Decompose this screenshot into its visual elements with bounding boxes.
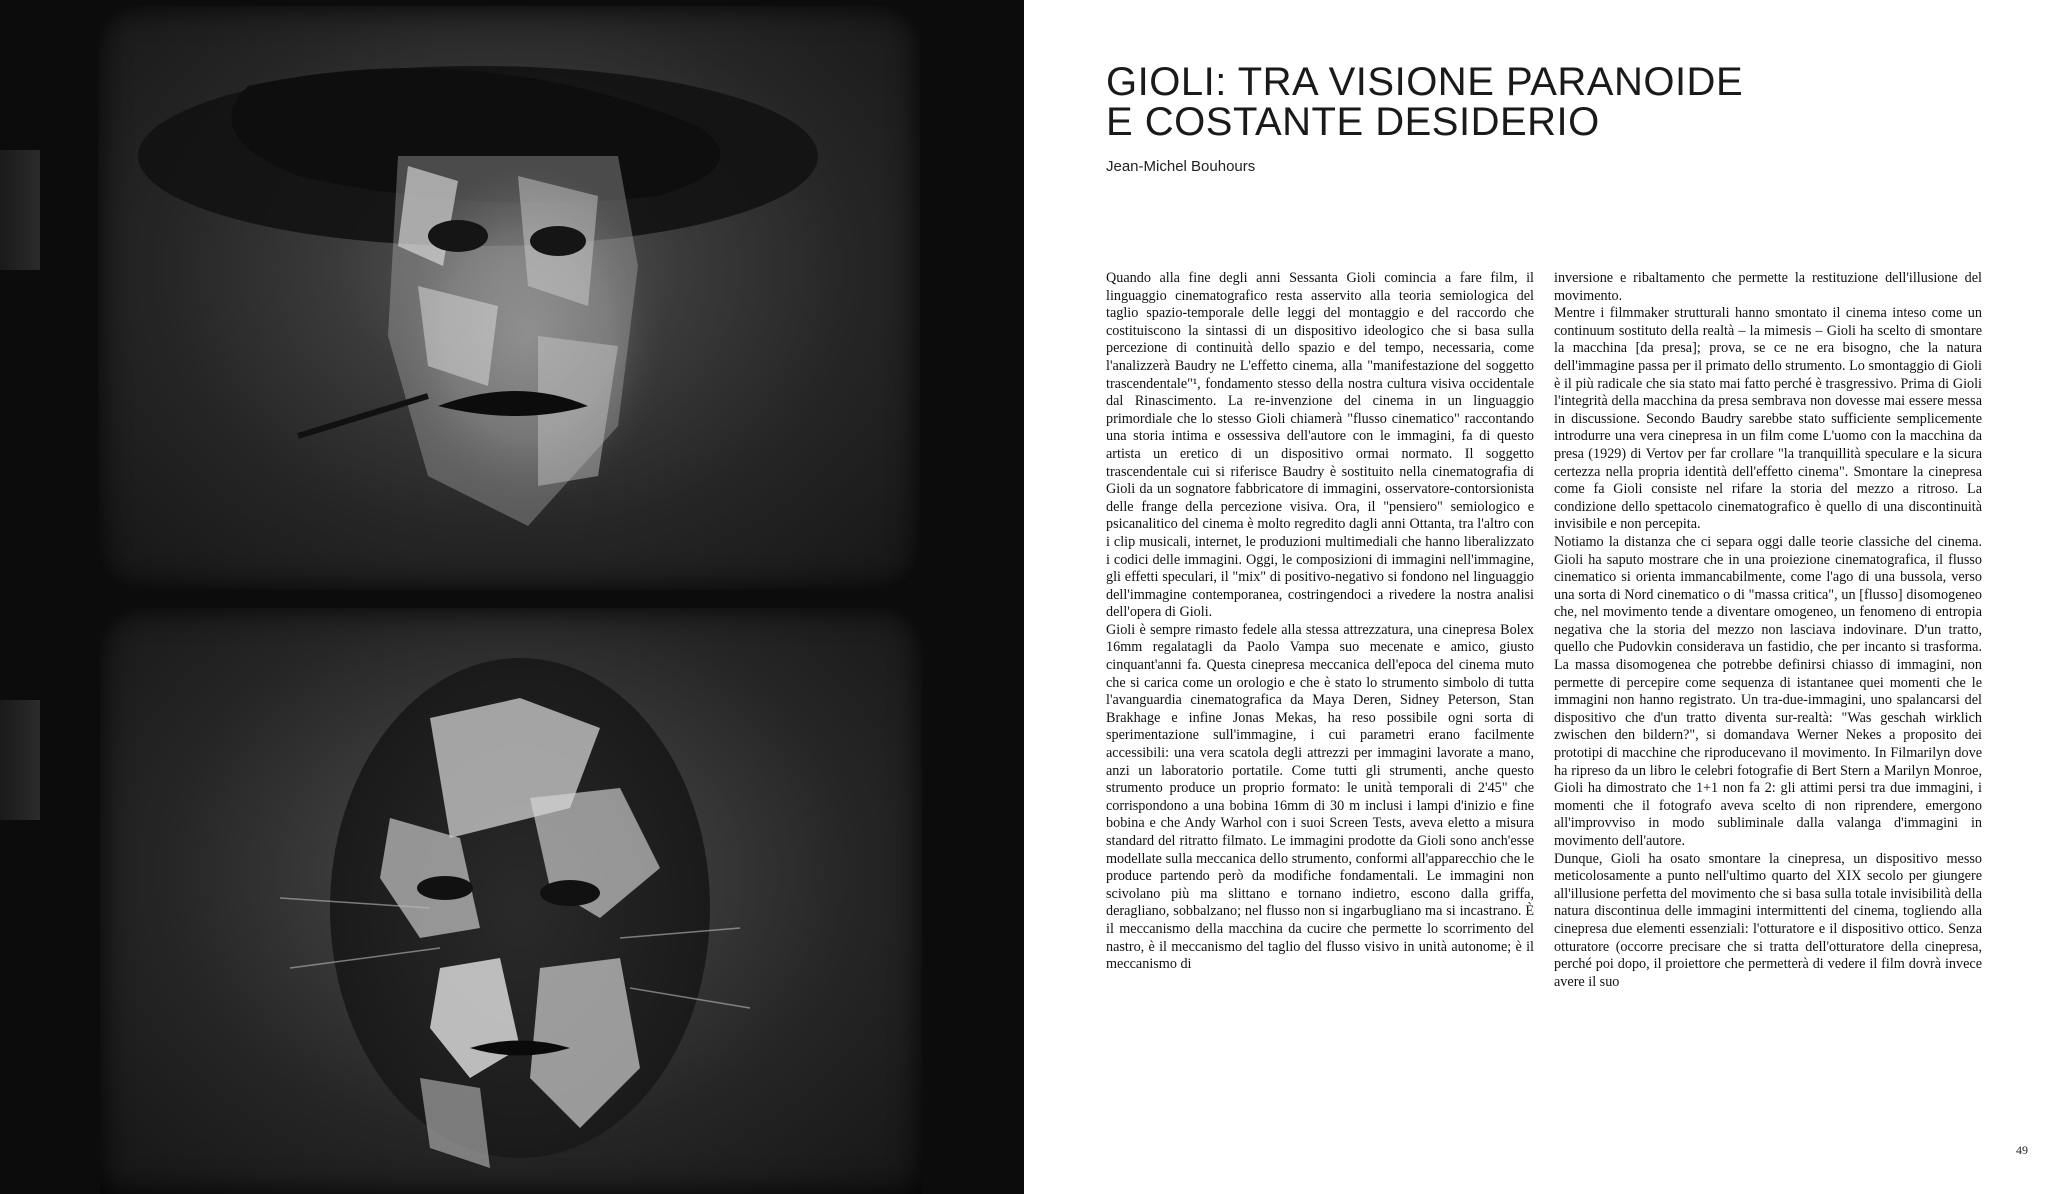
paragraph: inversione e ribaltamento che permette la restituzione dell'illusione del movimento.	[1554, 270, 1982, 304]
paragraph: Gioli è sempre rimasto fedele alla stessa attrezzatura, una cinepresa Bolex 16mm regalatagli da Paolo Vampa suo mecenate e amico, giusto cinquant'anni fa. Questa cinepresa meccanica dell'epoca del cinema muto che si carica come un orologio e che è stato lo strumento simbolo di tutta l'avanguardia cinematografica da Maya Deren, Sidney Peterson, Stan Brakhage e infine Jonas Mekas, ha reso possibile ogni sorta di sperimentazione sull'immagine, i cui parametri erano facilmente accessibili: una vera scatola degli attrezzi per immagini lavorate a mano, anzi un laboratorio portatile. Come tutti gli strumenti, anche questo strumento produce un proprio formato: le unità temporali di 2'45" che corrispondono a una bobina 16mm di 30 m inclusi i lampi d'inizio e fine bobina e che Andy Warhol con i suoi Screen Tests, aveva eletto a misura standard del ritratto filmato. Le immagini prodotte da Gioli sono anch'esse modellate sulla meccanica dello strumento, conformi all'apparecchio che le produce partendo però da modifiche fondamentali. Le immagini non scivolano più ma slittano e tornano indietro, escono dalla griffa, deragliano, sobbalzano; nel flusso non si ingarbugliano ma si incastrano. È il meccanismo della macchina da cucire che permette lo scorrimento del nastro, è il meccanismo del taglio del flusso visivo in unità autonome; è il meccanismo di	[1106, 621, 1534, 973]
hatted-face-image	[98, 6, 920, 590]
film-sprocket	[0, 150, 40, 270]
article-title: GIOLI: TRA VISIONE PARANOIDE E COSTANTE DESIDERIO	[1106, 60, 1744, 144]
face-image	[100, 608, 922, 1194]
paragraph: Notiamo la distanza che ci separa oggi dalle teorie classiche del cinema. Gioli ha saputo mostrare che in una proiezione cinematografica, il flusso cinematico si orienta immancabilmente, come l'ago di una bussola, verso una sorta di Nord cinematico o di "massa critica", un [flusso] disomogeneo che, nel movimento tende a diventare omogeneo, un fenomeno di entropia negativa che la storia del mezzo non lasciava indovinare. D'un tratto, quello che Pudovkin considerava un fastidio, che per incanto si trasforma. La massa disomogenea che potrebbe definirsi chiasso di immagini, non permette di percepire come sequenza di istantanee quei momenti che le immagini non hanno registrato. Un tra-due-immagini, uno spalancarsi del dispositivo che d'un tratto diventa sur-realtà: "Was geschah wirklich zwischen den bildern?", si domandava Werner Nekes a proposito dei prototipi di macchine che riproducevano il movimento. In Filmarilyn dove ha ripreso da un libro le celebri fotografie di Bert Stern a Marilyn Monroe, Gioli ha dimostrato che 1+1 non fa 2: gli attimi persi tra due immagini, i momenti che il fotografo aveva scelto di non riprendere, emergono all'improvviso in modo subliminale dalla valanga d'immagini in movimento dell'autore.	[1554, 533, 1982, 849]
article-author: Jean-Michel Bouhours	[1106, 158, 1256, 175]
text-column-1	[1106, 270, 1534, 974]
paragraph: Quando alla fine degli anni Sessanta Gioli comincia a fare film, il linguaggio cinematografico resta asservito alla teoria semiologica del taglio spazio-temporale delle leggi del montaggio e del raccordo che costituiscono la sintassi di un dispositivo ideologico che si basa sulla percezione di continuità dello spazio e del tempo, necessaria, come l'analizzerà Baudry ne L'effetto cinema, alla "manifestazione del soggetto trascendentale"¹, fondamento stesso della nostra cultura visiva occidentale dal Rinascimento. La re-invenzione del cinema in un linguaggio primordiale che lo stesso Gioli chiamerà "flusso cinematico" raccontando una storia intima e ossessiva dell'autore con le immagini, fa di questo artista un eretico di un dispositivo ormai normato. Il soggetto trascendentale cui si riferisce Baudry è sostituito nella cinematografia di Gioli da un sognatore fabbricatore di immagini, osservatore-contorsionista delle frange della percezione visiva. Ora, il "pensiero" semiologico e psicanalitico del cinema è molto regredito dagli anni Ottanta, tra l'altro con i clip musicali, internet, le produzioni multimediali che hanno liberalizzato i codici delle immagini. Oggi, le composizioni di immagini nell'immagine, gli effetti speculari, il "mix" di positivo-negativo si fondono nel linguaggio dell'immagine contemporanea, costringendoci a rivedere la nostra analisi dell'opera di Gioli.	[1106, 270, 1534, 621]
paragraph: Dunque, Gioli ha osato smontare la cinepresa, un dispositivo messo meticolosamente a punto nell'ultimo quarto del XIX secolo per giungere all'illusione perfetta del movimento che si basa sulla totale invisibilità della natura discontinua delle immagini intermittenti del cinema, togliendo alla cinepresa due elementi essenziali: l'otturatore e il dispositivo ottico. Senza otturatore (occorre precisare che si tratta dell'otturatore della cinepresa, perché poi dopo, il proiettore che permetterà di vedere il film dovrà invece avere il suo	[1554, 850, 1982, 990]
text-page	[1024, 0, 2048, 1194]
text-column-2	[1554, 270, 1982, 991]
film-frame-top	[98, 6, 920, 590]
film-sprocket	[0, 700, 40, 820]
film-frame-bottom	[100, 608, 922, 1194]
page-number: 49	[2016, 1143, 2028, 1157]
paragraph: Mentre i filmmaker strutturali hanno smontato il cinema inteso come un continuum sostituto della realtà – la mimesis – Gioli ha scelto di smontare la macchina [da presa]; prova, se ce ne era bisogno, che la natura dell'immagine passa per il primato dello strumento. Lo smontaggio di Gioli è il più radicale che sia stato mai fatto perché è trasgressivo. Prima di Gioli l'integrità della macchina da presa sembrava non dovesse mai essere messa in discussione. Secondo Baudry sarebbe stato sufficiente semplicemente introdurre una vera cinepresa in un film come L'uomo con la macchina da presa (1929) di Vertov per far crollare "la tranquillità speculare e la sicura certezza nella propria identità dell'effetto cinema". Smontare la cinepresa come fa Gioli consiste nel rifare la storia del mezzo a ritroso. La condizione dello spettacolo cinematografico è quello di una discontinuità invisibile e non percepita.	[1554, 305, 1982, 533]
